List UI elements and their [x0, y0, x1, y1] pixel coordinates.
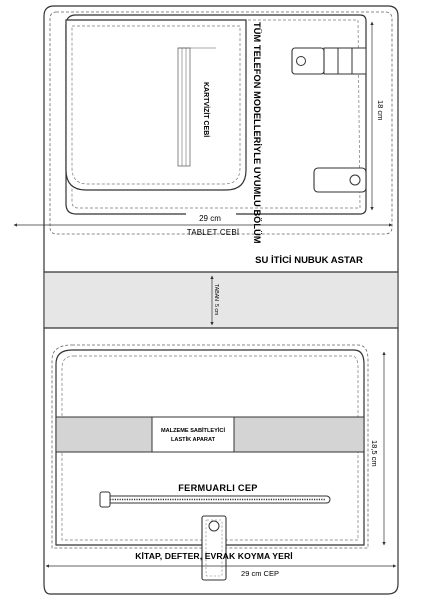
card-pocket	[66, 20, 246, 190]
base-section	[44, 272, 398, 328]
snap-button-icon	[297, 57, 306, 66]
elastic-band-label-box	[152, 417, 234, 452]
bottom-height-dim-label: 18,5 cm	[370, 440, 379, 467]
width-dim-label: 29 cm	[199, 214, 221, 223]
zip-pocket-label: FERMUARLI CEP	[178, 483, 258, 493]
elastic-label-line1: MALZEME SABİTLEYİCİ	[160, 428, 226, 434]
pen-loop	[352, 48, 366, 74]
lining-label: SU İTİCİ NUBUK ASTAR	[255, 255, 363, 266]
card-pocket-label: KARTVİZİT CEBİ	[202, 82, 209, 138]
phone-section-label: TÜM TELEFON MODELLERİYLE UYUMLU BÖLÜM	[252, 22, 262, 244]
elastic-label-line2: LASTİK APARAT	[170, 437, 216, 443]
bottom-width-dim-label: 29 cm CEP	[241, 569, 279, 578]
height-dim-label: 18 cm	[376, 100, 385, 121]
base-label: TABAN	[213, 284, 219, 301]
pen-loop	[324, 48, 338, 74]
snap-button-icon	[350, 175, 360, 185]
tablet-pocket-label: TABLET CEBİ	[186, 228, 240, 237]
base-dim-label: 5 cm	[213, 304, 219, 316]
snap-button-icon	[209, 521, 219, 531]
book-label: KİTAP, DEFTER, EVRAK KOYMA YERİ	[135, 551, 293, 561]
zipper-pull-icon	[100, 492, 110, 507]
pen-loop	[338, 48, 352, 74]
